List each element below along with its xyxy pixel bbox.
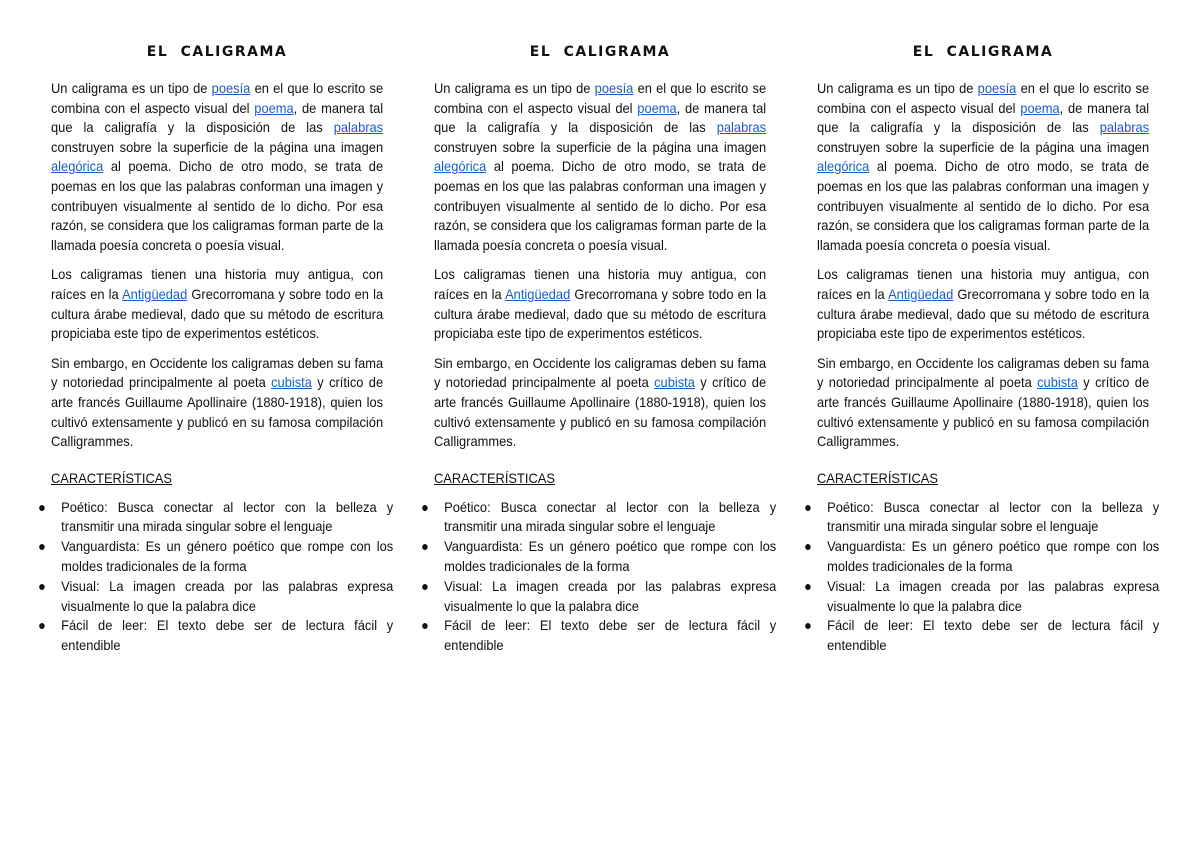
link-palabras[interactable]: palabras <box>1099 119 1150 136</box>
link-alegorica[interactable]: alegórica <box>434 158 487 175</box>
bullet-icon: ● <box>38 617 46 634</box>
bullet-icon: ● <box>804 617 812 634</box>
bullet-icon: ● <box>804 538 812 555</box>
characteristics-list <box>804 498 1160 656</box>
bullet-icon: ● <box>804 577 812 594</box>
list-item: ● Poético: Busca conectar al lector con la belleza y transmitir una mirada singular sobre el lenguaje <box>804 498 1160 535</box>
list-item: ● Fácil de leer: El texto debe ser de lectura fácil y entendible <box>421 617 777 654</box>
link-poesia[interactable]: poesía <box>594 80 634 96</box>
column-right <box>804 44 1160 656</box>
link-poema[interactable]: poema <box>254 99 294 116</box>
link-palabras[interactable]: palabras <box>333 119 384 136</box>
list-item: ● Poético: Busca conectar al lector con la belleza y transmitir una mirada singular sobre el lenguaje <box>38 498 394 535</box>
paragraph-occident: Sin embargo, en Occidente los caligramas deben su fama y notoriedad principalmente al poeta cubista y crítico de arte francés Guillaume Apollinaire (1880-1918), quien los cultivó extensamente y publicó en su famosa compilación Calligrammes. <box>434 354 767 450</box>
link-poema[interactable]: poema <box>637 99 677 116</box>
paragraph-definition: Un caligrama es un tipo de poesía en el que lo escrito se combina con el aspecto visual del poema, de manera tal que la caligrafía y la disposición de las palabras construyen sobre la superficie de la página una imagen alegórica al poema. Dicho de otro modo, se trata de poemas en los que las palabras conforman una imagen y contribuyen visualmente al sentido de lo dicho. Por esa razón, se considera que los caligramas forman parte de la llamada poesía concreta o poesía visual. <box>817 80 1150 253</box>
paragraph-occident: Sin embargo, en Occidente los caligramas deben su fama y notoriedad principalmente al poeta cubista y crítico de arte francés Guillaume Apollinaire (1880-1918), quien los cultivó extensamente y publicó en su famosa compilación Calligrammes. <box>51 354 384 450</box>
link-alegorica[interactable]: alegórica <box>817 158 870 175</box>
bullet-icon: ● <box>804 498 812 515</box>
characteristics-list <box>421 498 777 656</box>
link-cubista[interactable]: cubista <box>1037 374 1078 391</box>
bullet-icon: ● <box>38 577 46 594</box>
bullet-icon: ● <box>38 498 46 515</box>
column-left <box>38 44 394 656</box>
link-poesia[interactable]: poesía <box>977 80 1017 96</box>
bullet-icon: ● <box>421 577 429 594</box>
link-palabras[interactable]: palabras <box>716 119 767 136</box>
section-heading: CARACTERÍSTICAS <box>434 469 555 486</box>
link-cubista[interactable]: cubista <box>654 374 695 391</box>
paragraph-history: Los caligramas tienen una historia muy antigua, con raíces en la Antigüedad Grecorromana y sobre todo en la cultura árabe medieval, dado que su método de escritura propiciaba este tipo de experimentos estéticos. <box>51 266 384 342</box>
paragraph-definition: Un caligrama es un tipo de poesía en el que lo escrito se combina con el aspecto visual del poema, de manera tal que la caligrafía y la disposición de las palabras construyen sobre la superficie de la página una imagen alegórica al poema. Dicho de otro modo, se trata de poemas en los que las palabras conforman una imagen y contribuyen visualmente al sentido de lo dicho. Por esa razón, se considera que los caligramas forman parte de la llamada poesía concreta o poesía visual. <box>51 80 384 253</box>
page-title: EL CALIGRAMA <box>146 44 288 60</box>
paragraph-history: Los caligramas tienen una historia muy antigua, con raíces en la Antigüedad Grecorromana y sobre todo en la cultura árabe medieval, dado que su método de escritura propiciaba este tipo de experimentos estéticos. <box>817 266 1150 342</box>
bullet-icon: ● <box>421 617 429 634</box>
section-heading: CARACTERÍSTICAS <box>817 469 938 486</box>
link-poema[interactable]: poema <box>1020 99 1060 116</box>
page-title: EL CALIGRAMA <box>529 44 671 60</box>
paragraph-occident: Sin embargo, en Occidente los caligramas deben su fama y notoriedad principalmente al poeta cubista y crítico de arte francés Guillaume Apollinaire (1880-1918), quien los cultivó extensamente y publicó en su famosa compilación Calligrammes. <box>817 354 1150 450</box>
column-center <box>421 44 777 656</box>
list-item: ● Visual: La imagen creada por las palabras expresa visualmente lo que la palabra dice <box>421 577 777 614</box>
paragraph-definition: Un caligrama es un tipo de poesía en el que lo escrito se combina con el aspecto visual del poema, de manera tal que la caligrafía y la disposición de las palabras construyen sobre la superficie de la página una imagen alegórica al poema. Dicho de otro modo, se trata de poemas en los que las palabras conforman una imagen y contribuyen visualmente al sentido de lo dicho. Por esa razón, se considera que los caligramas forman parte de la llamada poesía concreta o poesía visual. <box>434 80 767 253</box>
link-antiguedad[interactable]: Antigüedad <box>888 285 954 302</box>
list-item: ● Vanguardista: Es un género poético que rompe con los moldes tradicionales de la forma <box>421 538 777 575</box>
link-alegorica[interactable]: alegórica <box>51 158 104 175</box>
list-item: ● Vanguardista: Es un género poético que rompe con los moldes tradicionales de la forma <box>38 538 394 575</box>
list-item: ● Visual: La imagen creada por las palabras expresa visualmente lo que la palabra dice <box>38 577 394 614</box>
link-antiguedad[interactable]: Antigüedad <box>122 285 188 302</box>
bullet-icon: ● <box>421 538 429 555</box>
link-cubista[interactable]: cubista <box>271 374 312 391</box>
list-item: ● Vanguardista: Es un género poético que rompe con los moldes tradicionales de la forma <box>804 538 1160 575</box>
link-poesia[interactable]: poesía <box>211 80 251 96</box>
list-item: ● Fácil de leer: El texto debe ser de lectura fácil y entendible <box>804 617 1160 654</box>
section-heading: CARACTERÍSTICAS <box>51 469 172 486</box>
page-title: EL CALIGRAMA <box>912 44 1054 60</box>
paragraph-history: Los caligramas tienen una historia muy antigua, con raíces en la Antigüedad Grecorromana y sobre todo en la cultura árabe medieval, dado que su método de escritura propiciaba este tipo de experimentos estéticos. <box>434 266 767 342</box>
characteristics-list <box>38 498 394 656</box>
list-item: ● Poético: Busca conectar al lector con la belleza y transmitir una mirada singular sobre el lenguaje <box>421 498 777 535</box>
list-item: ● Fácil de leer: El texto debe ser de lectura fácil y entendible <box>38 617 394 654</box>
bullet-icon: ● <box>38 538 46 555</box>
list-item: ● Visual: La imagen creada por las palabras expresa visualmente lo que la palabra dice <box>804 577 1160 614</box>
link-antiguedad[interactable]: Antigüedad <box>505 285 571 302</box>
bullet-icon: ● <box>421 498 429 515</box>
